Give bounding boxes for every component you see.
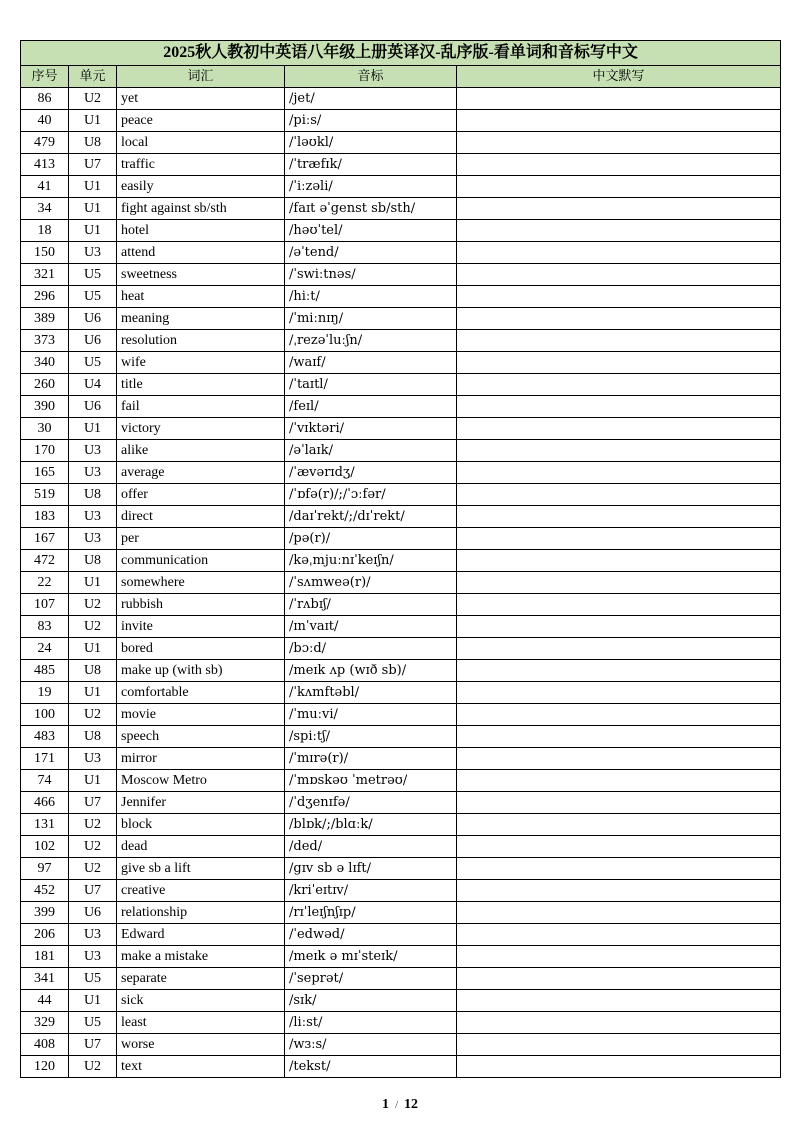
- table-row: [21, 440, 781, 462]
- row-chinese-blank[interactable]: [457, 88, 781, 110]
- row-phonetic: /ˈtaɪtl/: [285, 374, 457, 396]
- row-word: comfortable: [117, 682, 285, 704]
- row-phonetic: /wɜːs/: [285, 1034, 457, 1056]
- row-phonetic: /ˈmɒskəʊ ˈmetrəʊ/: [285, 770, 457, 792]
- row-unit: U7: [69, 1034, 117, 1056]
- table-row: [21, 594, 781, 616]
- row-phonetic: /ˈrʌbɪʃ/: [285, 594, 457, 616]
- row-chinese-blank[interactable]: [457, 946, 781, 968]
- row-chinese-blank[interactable]: [457, 770, 781, 792]
- row-phonetic: /ˈsʌmweə(r)/: [285, 572, 457, 594]
- row-chinese-blank[interactable]: [457, 484, 781, 506]
- row-unit: U5: [69, 286, 117, 308]
- row-word: least: [117, 1012, 285, 1034]
- row-word: somewhere: [117, 572, 285, 594]
- page-number: [0, 1097, 800, 1113]
- table-row: [21, 110, 781, 132]
- table-row: [21, 418, 781, 440]
- row-chinese-blank[interactable]: [457, 154, 781, 176]
- row-chinese-blank[interactable]: [457, 374, 781, 396]
- row-phonetic: /blɒk/;/blɑːk/: [285, 814, 457, 836]
- table-row: [21, 572, 781, 594]
- table-row: [21, 88, 781, 110]
- row-number: 321: [21, 264, 69, 286]
- table-row: [21, 990, 781, 1012]
- row-unit: U1: [69, 572, 117, 594]
- row-phonetic: /ˈdʒenɪfə/: [285, 792, 457, 814]
- table-row: [21, 374, 781, 396]
- row-chinese-blank[interactable]: [457, 286, 781, 308]
- table-row: [21, 968, 781, 990]
- table-row: [21, 462, 781, 484]
- row-unit: U8: [69, 132, 117, 154]
- total-pages: 12: [404, 1097, 419, 1112]
- row-number: 485: [21, 660, 69, 682]
- row-word: give sb a lift: [117, 858, 285, 880]
- row-word: invite: [117, 616, 285, 638]
- row-chinese-blank[interactable]: [457, 924, 781, 946]
- table-row: [21, 242, 781, 264]
- row-chinese-blank[interactable]: [457, 506, 781, 528]
- row-chinese-blank[interactable]: [457, 1056, 781, 1078]
- row-word: per: [117, 528, 285, 550]
- row-word: movie: [117, 704, 285, 726]
- table-row: [21, 902, 781, 924]
- header-ipa: 音标: [285, 66, 457, 88]
- row-phonetic: /jet/: [285, 88, 457, 110]
- vocabulary-table: [20, 40, 781, 1078]
- row-unit: U3: [69, 506, 117, 528]
- row-word: local: [117, 132, 285, 154]
- table-row: [21, 308, 781, 330]
- table-row: [21, 770, 781, 792]
- table-row: [21, 132, 781, 154]
- row-number: 24: [21, 638, 69, 660]
- row-word: peace: [117, 110, 285, 132]
- row-unit: U2: [69, 616, 117, 638]
- row-phonetic: /liːst/: [285, 1012, 457, 1034]
- row-phonetic: /ˈtræfɪk/: [285, 154, 457, 176]
- row-number: 399: [21, 902, 69, 924]
- row-phonetic: /ˈedwəd/: [285, 924, 457, 946]
- row-number: 389: [21, 308, 69, 330]
- row-chinese-blank[interactable]: [457, 594, 781, 616]
- table-row: [21, 506, 781, 528]
- row-unit: U8: [69, 484, 117, 506]
- header-word: 词汇: [117, 66, 285, 88]
- row-phonetic: /ˈmuːvi/: [285, 704, 457, 726]
- table-row: [21, 220, 781, 242]
- row-phonetic: /ˈmɪrə(r)/: [285, 748, 457, 770]
- table-row: [21, 660, 781, 682]
- row-number: 472: [21, 550, 69, 572]
- row-chinese-blank[interactable]: [457, 110, 781, 132]
- row-phonetic: /kəˌmjuːnɪˈkeɪʃn/: [285, 550, 457, 572]
- table-row: [21, 352, 781, 374]
- row-unit: U3: [69, 748, 117, 770]
- row-phonetic: /pə(r)/: [285, 528, 457, 550]
- row-unit: U5: [69, 968, 117, 990]
- row-word: victory: [117, 418, 285, 440]
- row-unit: U7: [69, 792, 117, 814]
- row-phonetic: /əˈlaɪk/: [285, 440, 457, 462]
- row-chinese-blank[interactable]: [457, 440, 781, 462]
- row-unit: U8: [69, 660, 117, 682]
- row-unit: U1: [69, 198, 117, 220]
- row-phonetic: /meɪk ʌp (wɪð sb)/: [285, 660, 457, 682]
- row-chinese-blank[interactable]: [457, 352, 781, 374]
- row-word: bored: [117, 638, 285, 660]
- row-phonetic: /piːs/: [285, 110, 457, 132]
- row-word: block: [117, 814, 285, 836]
- table-row: [21, 682, 781, 704]
- row-unit: U1: [69, 176, 117, 198]
- row-number: 340: [21, 352, 69, 374]
- row-phonetic: /tekst/: [285, 1056, 457, 1078]
- row-word: sick: [117, 990, 285, 1012]
- row-chinese-blank[interactable]: [457, 792, 781, 814]
- row-number: 41: [21, 176, 69, 198]
- row-number: 171: [21, 748, 69, 770]
- table-row: [21, 1056, 781, 1078]
- row-phonetic: /meɪk ə mɪˈsteɪk/: [285, 946, 457, 968]
- table-row: [21, 550, 781, 572]
- table-row: [21, 198, 781, 220]
- row-number: 341: [21, 968, 69, 990]
- row-word: rubbish: [117, 594, 285, 616]
- row-unit: U5: [69, 352, 117, 374]
- row-chinese-blank[interactable]: [457, 418, 781, 440]
- row-chinese-blank[interactable]: [457, 198, 781, 220]
- row-word: offer: [117, 484, 285, 506]
- row-word: make up (with sb): [117, 660, 285, 682]
- row-phonetic: /ˈvɪktəri/: [285, 418, 457, 440]
- row-word: text: [117, 1056, 285, 1078]
- row-word: creative: [117, 880, 285, 902]
- row-unit: U8: [69, 726, 117, 748]
- row-word: easily: [117, 176, 285, 198]
- page-separator: /: [394, 1099, 399, 1111]
- row-unit: U2: [69, 594, 117, 616]
- row-word: Jennifer: [117, 792, 285, 814]
- row-number: 165: [21, 462, 69, 484]
- row-word: speech: [117, 726, 285, 748]
- row-word: dead: [117, 836, 285, 858]
- row-number: 373: [21, 330, 69, 352]
- row-unit: U2: [69, 88, 117, 110]
- row-phonetic: /faɪt əˈgenst sb/sth/: [285, 198, 457, 220]
- header-chinese: 中文默写: [457, 66, 781, 88]
- header-num: 序号: [21, 66, 69, 88]
- row-unit: U1: [69, 682, 117, 704]
- row-phonetic: /rɪˈleɪʃnʃɪp/: [285, 902, 457, 924]
- row-number: 18: [21, 220, 69, 242]
- row-number: 167: [21, 528, 69, 550]
- row-word: hotel: [117, 220, 285, 242]
- row-chinese-blank[interactable]: [457, 990, 781, 1012]
- table-row: [21, 748, 781, 770]
- row-number: 19: [21, 682, 69, 704]
- table-row: [21, 484, 781, 506]
- row-phonetic: /ˈiːzəli/: [285, 176, 457, 198]
- row-unit: U5: [69, 264, 117, 286]
- row-chinese-blank[interactable]: [457, 1012, 781, 1034]
- row-number: 483: [21, 726, 69, 748]
- row-number: 408: [21, 1034, 69, 1056]
- row-chinese-blank[interactable]: [457, 682, 781, 704]
- row-phonetic: /bɔːd/: [285, 638, 457, 660]
- table-row: [21, 286, 781, 308]
- table-row: [21, 814, 781, 836]
- table-row: [21, 176, 781, 198]
- row-phonetic: /əˈtend/: [285, 242, 457, 264]
- row-phonetic: /ˌrezəˈluːʃn/: [285, 330, 457, 352]
- row-number: 181: [21, 946, 69, 968]
- row-chinese-blank[interactable]: [457, 814, 781, 836]
- row-word: traffic: [117, 154, 285, 176]
- row-chinese-blank[interactable]: [457, 176, 781, 198]
- row-number: 100: [21, 704, 69, 726]
- table-row: [21, 1012, 781, 1034]
- row-word: heat: [117, 286, 285, 308]
- table-row: [21, 616, 781, 638]
- table-row: [21, 1034, 781, 1056]
- row-word: meaning: [117, 308, 285, 330]
- row-unit: U7: [69, 880, 117, 902]
- header-row: [21, 66, 781, 88]
- table-row: [21, 704, 781, 726]
- row-number: 452: [21, 880, 69, 902]
- row-unit: U1: [69, 220, 117, 242]
- row-chinese-blank[interactable]: [457, 704, 781, 726]
- row-chinese-blank[interactable]: [457, 1034, 781, 1056]
- row-unit: U3: [69, 528, 117, 550]
- row-unit: U6: [69, 330, 117, 352]
- table-row: [21, 154, 781, 176]
- row-number: 206: [21, 924, 69, 946]
- table-row: [21, 638, 781, 660]
- row-number: 74: [21, 770, 69, 792]
- row-word: Edward: [117, 924, 285, 946]
- row-number: 183: [21, 506, 69, 528]
- row-number: 466: [21, 792, 69, 814]
- header-unit: 单元: [69, 66, 117, 88]
- table-row: [21, 528, 781, 550]
- row-word: average: [117, 462, 285, 484]
- row-number: 102: [21, 836, 69, 858]
- row-unit: U2: [69, 836, 117, 858]
- row-word: alike: [117, 440, 285, 462]
- row-word: direct: [117, 506, 285, 528]
- row-number: 519: [21, 484, 69, 506]
- row-phonetic: /feɪl/: [285, 396, 457, 418]
- row-unit: U6: [69, 308, 117, 330]
- row-number: 260: [21, 374, 69, 396]
- row-phonetic: /spiːtʃ/: [285, 726, 457, 748]
- row-number: 131: [21, 814, 69, 836]
- row-unit: U2: [69, 1056, 117, 1078]
- row-unit: U1: [69, 638, 117, 660]
- row-phonetic: /ded/: [285, 836, 457, 858]
- row-phonetic: /ˈswiːtnəs/: [285, 264, 457, 286]
- row-number: 22: [21, 572, 69, 594]
- row-chinese-blank[interactable]: [457, 308, 781, 330]
- row-unit: U1: [69, 110, 117, 132]
- row-word: title: [117, 374, 285, 396]
- row-phonetic: /ˈævərɪdʒ/: [285, 462, 457, 484]
- row-unit: U3: [69, 462, 117, 484]
- row-word: Moscow Metro: [117, 770, 285, 792]
- row-number: 30: [21, 418, 69, 440]
- row-number: 296: [21, 286, 69, 308]
- row-number: 107: [21, 594, 69, 616]
- row-phonetic: /həʊˈtel/: [285, 220, 457, 242]
- row-phonetic: /sɪk/: [285, 990, 457, 1012]
- table-row: [21, 396, 781, 418]
- table-body: [21, 88, 781, 1078]
- row-phonetic: /gɪv sb ə lɪft/: [285, 858, 457, 880]
- table-row: [21, 264, 781, 286]
- row-chinese-blank[interactable]: [457, 242, 781, 264]
- table-row: [21, 946, 781, 968]
- row-phonetic: /daɪˈrekt/;/dɪˈrekt/: [285, 506, 457, 528]
- row-unit: U3: [69, 946, 117, 968]
- row-number: 40: [21, 110, 69, 132]
- current-page: 1: [381, 1097, 389, 1112]
- row-phonetic: /ˈɒfə(r)/;/ˈɔːfər/: [285, 484, 457, 506]
- row-chinese-blank[interactable]: [457, 330, 781, 352]
- row-unit: U2: [69, 858, 117, 880]
- row-number: 44: [21, 990, 69, 1012]
- row-word: make a mistake: [117, 946, 285, 968]
- table-row: [21, 858, 781, 880]
- row-word: attend: [117, 242, 285, 264]
- row-unit: U6: [69, 396, 117, 418]
- row-chinese-blank[interactable]: [457, 902, 781, 924]
- row-unit: U3: [69, 924, 117, 946]
- row-chinese-blank[interactable]: [457, 616, 781, 638]
- row-unit: U2: [69, 704, 117, 726]
- row-number: 479: [21, 132, 69, 154]
- row-number: 120: [21, 1056, 69, 1078]
- row-chinese-blank[interactable]: [457, 550, 781, 572]
- row-unit: U5: [69, 1012, 117, 1034]
- table-row: [21, 924, 781, 946]
- row-word: fail: [117, 396, 285, 418]
- row-unit: U1: [69, 770, 117, 792]
- row-number: 97: [21, 858, 69, 880]
- table-row: [21, 792, 781, 814]
- row-word: worse: [117, 1034, 285, 1056]
- row-phonetic: /ˈmiːnɪŋ/: [285, 308, 457, 330]
- row-chinese-blank[interactable]: [457, 572, 781, 594]
- row-chinese-blank[interactable]: [457, 396, 781, 418]
- row-unit: U3: [69, 440, 117, 462]
- sheet-title: 2025秋人教初中英语八年级上册英译汉-乱序版-看单词和音标写中文: [21, 41, 781, 66]
- row-phonetic: /hiːt/: [285, 286, 457, 308]
- row-chinese-blank[interactable]: [457, 748, 781, 770]
- row-chinese-blank[interactable]: [457, 880, 781, 902]
- row-unit: U1: [69, 418, 117, 440]
- row-chinese-blank[interactable]: [457, 132, 781, 154]
- row-unit: U1: [69, 990, 117, 1012]
- row-chinese-blank[interactable]: [457, 462, 781, 484]
- row-word: separate: [117, 968, 285, 990]
- row-unit: U4: [69, 374, 117, 396]
- row-chinese-blank[interactable]: [457, 726, 781, 748]
- row-unit: U3: [69, 242, 117, 264]
- row-number: 150: [21, 242, 69, 264]
- row-chinese-blank[interactable]: [457, 836, 781, 858]
- row-chinese-blank[interactable]: [457, 638, 781, 660]
- row-word: sweetness: [117, 264, 285, 286]
- row-chinese-blank[interactable]: [457, 660, 781, 682]
- table-row: [21, 330, 781, 352]
- row-number: 34: [21, 198, 69, 220]
- row-unit: U6: [69, 902, 117, 924]
- row-unit: U7: [69, 154, 117, 176]
- row-phonetic: /kriˈeɪtɪv/: [285, 880, 457, 902]
- row-phonetic: /ɪnˈvaɪt/: [285, 616, 457, 638]
- table-row: [21, 880, 781, 902]
- row-phonetic: /waɪf/: [285, 352, 457, 374]
- row-number: 170: [21, 440, 69, 462]
- row-chinese-blank[interactable]: [457, 858, 781, 880]
- row-phonetic: /ˈkʌmftəbl/: [285, 682, 457, 704]
- row-phonetic: /ˈseprət/: [285, 968, 457, 990]
- row-word: yet: [117, 88, 285, 110]
- row-word: fight against sb/sth: [117, 198, 285, 220]
- row-phonetic: /ˈləʊkl/: [285, 132, 457, 154]
- row-word: wife: [117, 352, 285, 374]
- row-number: 83: [21, 616, 69, 638]
- row-chinese-blank[interactable]: [457, 220, 781, 242]
- row-chinese-blank[interactable]: [457, 968, 781, 990]
- row-number: 413: [21, 154, 69, 176]
- row-number: 390: [21, 396, 69, 418]
- row-number: 329: [21, 1012, 69, 1034]
- row-word: relationship: [117, 902, 285, 924]
- table-row: [21, 836, 781, 858]
- row-word: mirror: [117, 748, 285, 770]
- row-unit: U8: [69, 550, 117, 572]
- row-unit: U2: [69, 814, 117, 836]
- row-number: 86: [21, 88, 69, 110]
- row-word: communication: [117, 550, 285, 572]
- row-chinese-blank[interactable]: [457, 264, 781, 286]
- row-chinese-blank[interactable]: [457, 528, 781, 550]
- row-word: resolution: [117, 330, 285, 352]
- table-row: [21, 726, 781, 748]
